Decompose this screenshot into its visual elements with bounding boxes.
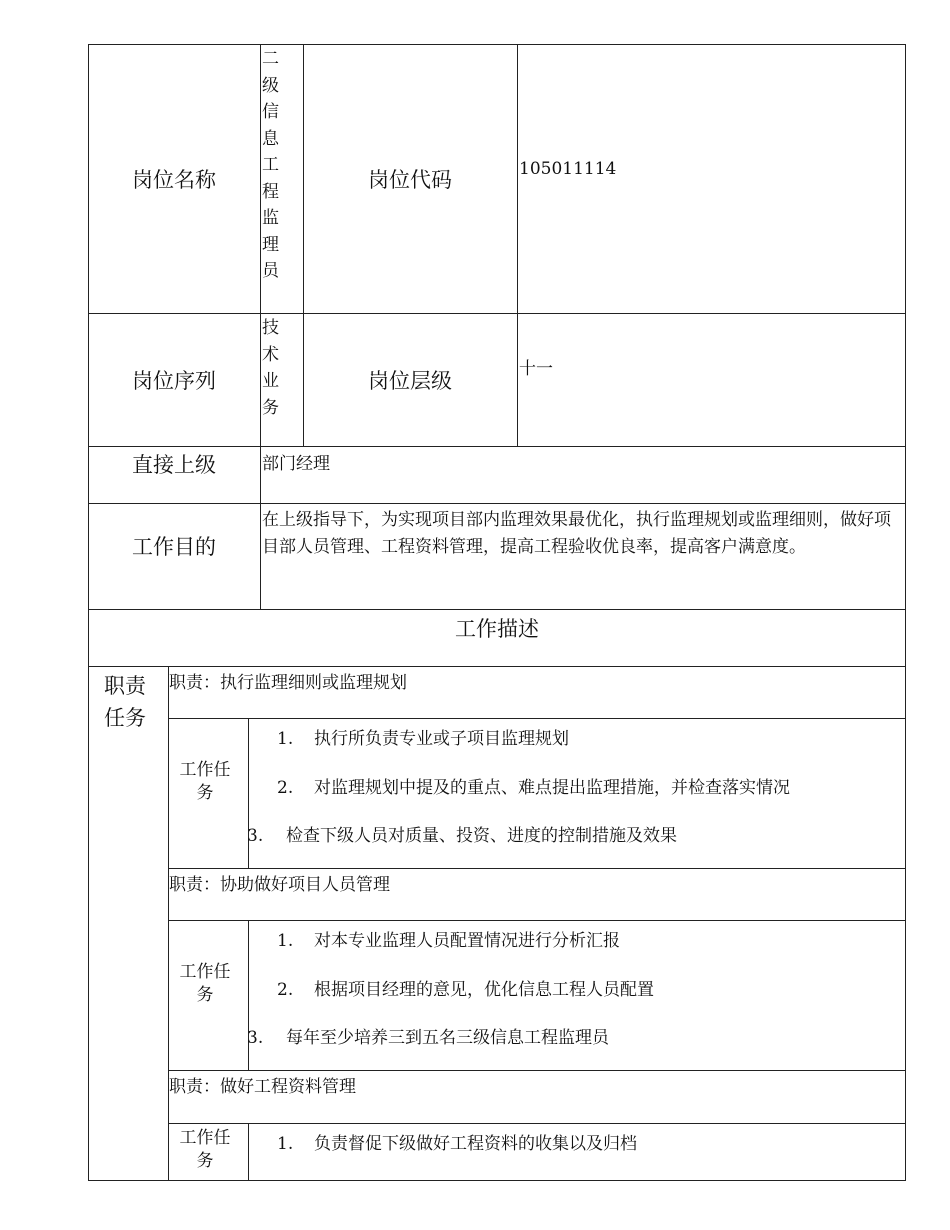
description-title: 工作描述 [455, 617, 539, 641]
task-text: 对监理规划中提及的重点、难点提出监理措施，并检查落实情况 [314, 778, 790, 798]
purpose-label: 工作目的 [132, 535, 216, 559]
task-text: 检查下级人员对质量、投资、进度的控制措施及效果 [286, 826, 677, 846]
row-divider [88, 666, 906, 667]
superior-label: 直接上级 [132, 453, 216, 477]
post-level-value: 十一 [519, 359, 553, 379]
task-item [277, 724, 569, 749]
task-label: 工作任务 [179, 760, 231, 803]
post-seq-value: 技术业务 [262, 318, 279, 418]
task-text: 负责督促下级做好工程资料的收集以及归档 [314, 1134, 637, 1154]
col-divider [168, 666, 169, 1181]
task-number: 3. [247, 1028, 264, 1048]
task-number: 1. [277, 729, 294, 749]
task-text: 对本专业监理人员配置情况进行分析汇报 [314, 931, 620, 951]
task-label: 工作任务 [179, 1128, 231, 1171]
task-label: 工作任务 [179, 962, 231, 1005]
task-item [247, 1023, 609, 1048]
duty-title: 职责：协助做好项目人员管理 [169, 875, 390, 895]
post-level-label: 岗位层级 [368, 368, 452, 393]
task-text: 每年至少培养三到五名三级信息工程监理员 [286, 1028, 609, 1048]
post-seq-label: 岗位序列 [132, 368, 216, 393]
col-divider [517, 44, 518, 446]
post-code-value: 105011114 [519, 159, 617, 179]
col-divider [260, 44, 261, 609]
task-number: 2. [277, 980, 294, 1000]
task-number: 2. [277, 778, 294, 798]
task-text: 执行所负责专业或子项目监理规划 [314, 729, 569, 749]
superior-value: 部门经理 [262, 454, 330, 474]
row-divider [168, 1123, 906, 1124]
task-number: 1. [277, 931, 294, 951]
row-divider [168, 920, 906, 921]
task-number: 1. [277, 1134, 294, 1154]
task-item [247, 821, 677, 846]
task-number: 3. [247, 826, 264, 846]
col-divider [248, 1123, 249, 1181]
row-divider [168, 868, 906, 869]
post-name-value: 二级信息工程监理员 [262, 49, 279, 281]
task-item [277, 975, 654, 1000]
task-item [277, 773, 790, 798]
task-item [277, 1129, 637, 1154]
duty-title: 职责：做好工程资料管理 [169, 1077, 356, 1097]
post-code-label: 岗位代码 [368, 167, 452, 192]
post-name-label: 岗位名称 [132, 167, 216, 192]
row-divider [168, 718, 906, 719]
duty-title: 职责：执行监理细则或监理规划 [169, 673, 407, 693]
row-divider [168, 1070, 906, 1071]
task-text: 根据项目经理的意见，优化信息工程人员配置 [314, 980, 654, 1000]
section-label: 职责任务 [104, 674, 146, 730]
task-item [277, 926, 620, 951]
purpose-value: 在上级指导下，为实现项目部内监理效果最优化，执行监理规划或监理细则，做好项目部人员管理、工程资料管理，提高工程验收优良率，提高客户满意度。 [262, 510, 891, 557]
